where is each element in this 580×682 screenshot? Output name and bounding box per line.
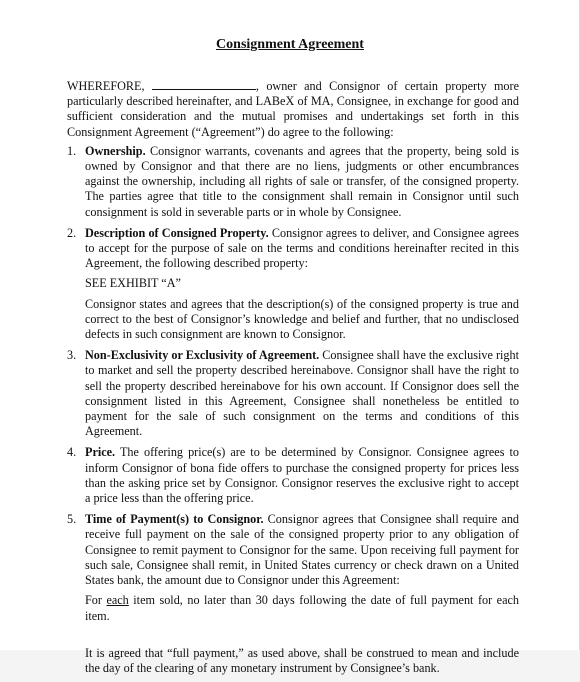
section-paragraph bbox=[85, 512, 519, 588]
section-number: 3. bbox=[67, 348, 77, 363]
section-text: Consignor agrees to deliver, and Consignee agrees to accept for the purpose of sale on the terms and conditions hereinafter recited in this Agreement, the following described property: bbox=[85, 225, 519, 271]
section-paragraph bbox=[85, 445, 519, 506]
section-heading: Time of Payment(s) to Consignor. bbox=[85, 512, 264, 527]
section-paragraph bbox=[85, 348, 519, 439]
section-ownership bbox=[67, 144, 519, 220]
section-number: 5. bbox=[67, 512, 77, 527]
closing-paragraph: It is agreed that “full payment,” as used above, shall be construed to mean and include the day of the clearing of any monetary instrument by Consignee’s bank. bbox=[85, 645, 519, 675]
section-text: The offering price(s) are to be determined by Consignor. Consignee agrees to inform Consignor of bona fide offers to purchase the consigned property for prices less than the asking price set by Consignor. Consignor reserves the exclusive right to accept a price less than the offering price. bbox=[85, 445, 519, 506]
section-payment bbox=[67, 512, 519, 623]
owner-name-blank bbox=[152, 79, 256, 90]
intro-lead: WHEREFORE, bbox=[67, 79, 145, 93]
section-closing bbox=[67, 646, 519, 676]
intro-paragraph bbox=[67, 79, 519, 140]
section-text: Consignee shall have the exclusive right to market and sell the property described hereinabove. Consignor shall have the right to sell the property described hereinabove for his own account. If Consignor does sell the consignment listed in this Agreement, Consignee shall nonetheless be entitled to payment for the sale of such consignment on the terms and conditions of this Agreement. bbox=[85, 348, 519, 439]
payment-timing bbox=[85, 593, 519, 623]
exhibit-reference: SEE EXHIBIT “A” bbox=[85, 276, 181, 291]
payment-timing-each: each bbox=[106, 593, 129, 608]
section-price bbox=[67, 445, 519, 506]
section-text: Consignor agrees that Consignee shall require and receive full payment on the sale of the consigned property prior to any obligation of Consignee to remit payment to Consignor for the same. Upon receiving full payment for such sale, Consignee shall remit, in United States currency or check drawn on a United States bank, the amount due to Consignor under this Agreement: bbox=[85, 512, 520, 588]
section-description bbox=[67, 226, 519, 342]
section-number: 2. bbox=[67, 225, 77, 240]
section-number: 4. bbox=[67, 445, 77, 460]
document-body bbox=[67, 79, 519, 682]
section-heading: Price. bbox=[85, 445, 116, 460]
payment-timing-text: item sold, no later than 30 days following the date of full payment for each item. bbox=[85, 593, 520, 623]
section-heading: Non-Exclusivity or Exclusivity of Agreement. bbox=[85, 348, 320, 363]
payment-timing-prefix: For bbox=[85, 593, 107, 608]
document-title: Consignment Agreement bbox=[216, 37, 364, 52]
section-heading: Ownership. bbox=[85, 143, 146, 158]
property-statement: Consignor states and agrees that the description(s) of the consigned property is true and correct to the best of Consignor’s knowledge and belief and further, that no undisclosed defects in such consignment are known to Consignor. bbox=[85, 296, 519, 342]
section-paragraph bbox=[85, 144, 519, 220]
section-text: Consignor warrants, covenants and agrees that the property, being sold is owned by Consignor and that there are no liens, judgments or other encumbrances against the ownership, including all rights of sale or transfer, of the consigned property. The parties agree that title to the consignment shall remain in Consignor until such consignment is sold in severable parts or in whole by Consignee. bbox=[85, 143, 519, 219]
section-exclusivity bbox=[67, 348, 519, 439]
section-number: 1. bbox=[67, 143, 77, 158]
section-paragraph bbox=[85, 226, 519, 272]
intro-text: , owner and Consignor of certain property more particularly described hereinafter, and LABeX of MA, Consignee, in exchange for good and sufficient consideration and the mutual promises and undertakings set forth in this Consignment Agreement (“Agreement”) do agree to the following: bbox=[67, 79, 519, 139]
section-heading: Description of Consigned Property. bbox=[85, 225, 269, 240]
